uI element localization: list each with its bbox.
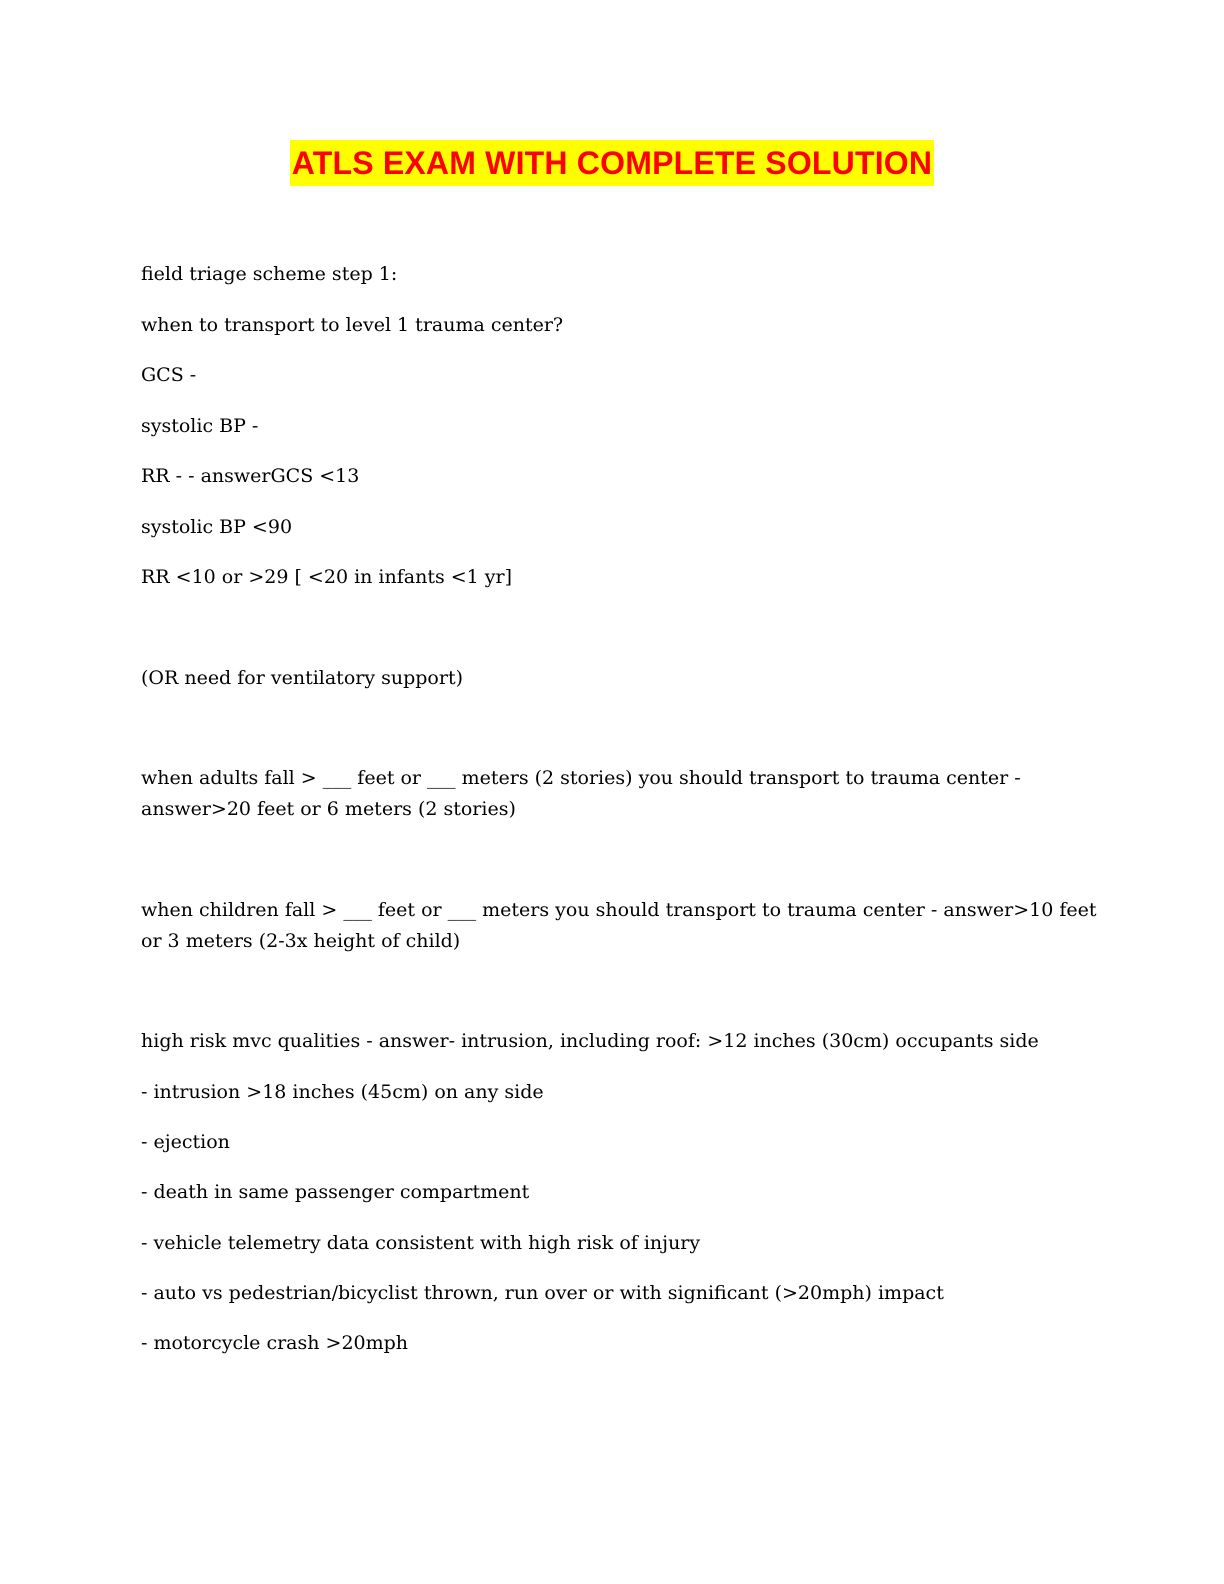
mvc-line: - auto vs pedestrian/bicyclist thrown, run over or with significant (>20mph) impact [141,1282,944,1304]
adult-fall-answer: answer>20 feet or 6 meters (2 stories) [141,798,516,820]
text-line: RR <10 or >29 [ <20 in infants <1 yr] [141,566,513,588]
mvc-line: high risk mvc qualities - answer- intrusion, including roof: >12 inches (30cm) occupants side [141,1030,1039,1052]
mvc-line: - vehicle telemetry data consistent with high risk of injury [141,1232,701,1254]
text-line: when to transport to level 1 trauma center? [141,314,564,336]
mvc-line: - intrusion >18 inches (45cm) on any side [141,1081,544,1103]
document-title: ATLS EXAM WITH COMPLETE SOLUTION [290,140,934,186]
text-line: RR - - answerGCS <13 [141,465,360,487]
text-line: (OR need for ventilatory support) [141,667,463,689]
text-line: field triage scheme step 1: [141,263,398,285]
child-fall-answer: or 3 meters (2-3x height of child) [141,930,461,952]
adult-fall-question: when adults fall > ___ feet or ___ meters (2 stories) you should transport to trauma center - [141,767,1021,789]
title-container [0,140,1224,186]
text-line: systolic BP - [141,415,259,437]
child-fall-question: when children fall > ___ feet or ___ meters you should transport to trauma center - answer>10 feet [141,899,1097,921]
text-line: GCS - [141,364,197,386]
mvc-line: - death in same passenger compartment [141,1181,530,1203]
mvc-line: - motorcycle crash >20mph [141,1332,409,1354]
text-line: systolic BP <90 [141,516,293,538]
mvc-line: - ejection [141,1131,230,1153]
